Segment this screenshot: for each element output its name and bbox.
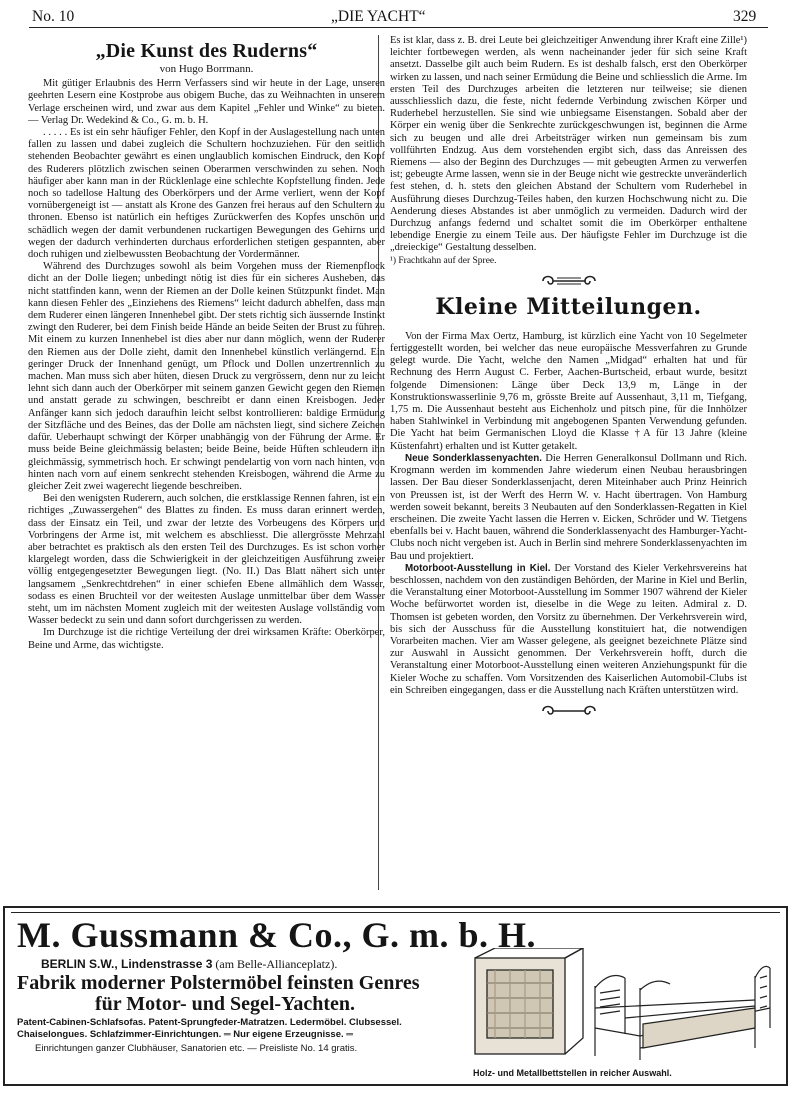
bed-frame-icon <box>595 966 770 1060</box>
ad-address <box>41 957 337 972</box>
header-rule <box>29 27 768 28</box>
ad-products-2: Chaiselongues. Schlafzimmer-Einrichtungen. ═ Nur eigene Erzeugnisse. ═ <box>17 1029 354 1040</box>
page-number: 329 <box>733 8 757 25</box>
ad-company-name: M. Gussmann & Co., G. m. b. H. <box>17 915 537 955</box>
news-item <box>390 453 747 563</box>
ornament-icon <box>539 273 599 289</box>
article-byline: von Hugo Borrmann. <box>159 63 254 75</box>
news-heading: Motorboot-Ausstellung in Kiel. <box>405 562 551 574</box>
ad-tagline: Fabrik moderner Polstermöbel feinsten Genres <box>17 972 420 994</box>
footnote: ¹) Frachtkahn auf der Spree. <box>390 255 497 266</box>
ad-tagline-2: für Motor- und Segel-Yachten. <box>95 993 355 1015</box>
right-column <box>390 35 747 725</box>
news-text: Der Vorstand des Kieler Verkehrsvereins hat beschlossen, nachdem von den zuständigen Behörden, der Marine in Kiel und Berlin, die Veranstaltung einer Motorboot-Ausstellung im Sommer 1907 während der Kieler Woche befürwortet worden ist, dieselbe in die Wege zu leiten. Admiral z. D. Thomsen ist gebeten worden, den Vorsitz zu übernehmen. Der Verkehrsverein wird, bis sich der Ausschuss für die Ausstellung konstituiert hat, die notwendigen Vorarbeiten machen. Vier am Wasser gelegene, als geeignet bezeichnete Plätze sind zur Auswahl in Aussicht genommen. Der Verkehrsverein hofft, durch die Veranstaltung einer Motorboot-Ausstellung einen weiteren Anziehungspunkt für die Kieler Woche zu schaffen. Vom Vorsitzenden des Kaiserlichen Automobil-Clubs ist ein Schreiben eingegangen, dass er die Ausstellung nach Kräften unterstützen wird. <box>390 562 747 696</box>
news-item <box>390 331 747 453</box>
ad-products: Patent-Cabinen-Schlafsofas. Patent-Sprungfeder-Matratzen. Ledermöbel. Clubsessel. <box>17 1017 402 1028</box>
article-left-column <box>28 35 385 652</box>
article-paragraph: Mit gütiger Erlaubnis des Herrn Verfassers sind wir heute in der Lage, unseren geehrten Lesern eine Kostprobe aus obigem Buche, das zu Weihnachten in unserem Verlage erscheinen wird, und zwar aus dem Kapitel „Fehler und Winke“ zu bieten. — Verlag Dr. Wedekind & Co., G. m. b. H. <box>28 78 385 126</box>
ad-note: Einrichtungen ganzer Clubhäuser, Sanatorien etc. — Preisliste No. 14 gratis. <box>35 1043 358 1054</box>
article-title: „Die Kunst des Ruderns“ <box>95 40 318 62</box>
journal-title: „DIE YACHT“ <box>331 8 426 25</box>
ad-rule <box>11 912 780 913</box>
ornament-icon <box>539 703 599 719</box>
article-paragraph: . . . . . Es ist ein sehr häufiger Fehler, den Kopf in der Auslagestellung nach unten fallen zu lassen und dabei zugleich die Schultern hochzuziehen. Für den seitlich stehenden Beobachter gewährt es einen unglaublich komischen Eindruck, den Kopf des Ruderers plötzlich zwischen seinen Oberarmen verschwinden zu sehen. Noch häufiger aber kann man in der Rücklenlage eine schlechte Kopfstellung finden. Jede noch so tadellose Haltung des Oberkörpers und der Arme verliert, wenn der Kopf vornübergeneigt ist — anstatt als Krone des Ganzen frei heraus auf den Schultern zu thronen. Ebenso ist natürlich ein heftiges Zurückwerfen des Kopfes unschön und schädlich wegen der damit verbundenen ruckartigen Bewegungen des Gehirns und wegen der dadurch verhinderten durchaus erforderlichen stetigen gespannten, aber doch ruhigen und zielbewussten Beobachtung der Vordermänner. <box>28 127 385 261</box>
article-paragraph: Während des Durchzuges sowohl als beim Vorgehen muss der Riemenpflock dicht an der Dolle liegen; unbedingt nötig ist dies für ein sicheres Ausheben, das nicht stattfinden kann, wenn der Riemen an der Dolle keinen Stützpunkt findet. Man kann diesen Fehler des „Einziehens des Riemens“ leicht dadurch abhelfen, dass man dem Ruderer einen längeren Innenhebel gibt. Der stets richtig sich äussernde Instinkt zwingt den Ruderer, bei dem Finish beide Hände an beide Seiten der Brust zu führen. Mit einem zu kurzen Innenhebel ist dies aber nur dann möglich, wenn der Ruderer den Riemen aus der Dolle zieht, damit den Innenhebel künstlich verlängernd. Ein geringer Druck der Innenhand genügt, um Pflock und Dollen unzertrennlich zu machen. Man muss sich aber hüten, diesen Druck zu vergrössern, denn nur zu leicht lehnt sich dann auch der Oberkörper mit seinem ganzen Gewicht gegen den Riemen und anstatt gerade zu schwingen, beschreibt er dann einen Kreisbogen. Jeder Anfänger kann sich jedoch daraufhin leicht selbst kontrollieren: baldige Ermüdung der Sitzfläche und des Beines, das der Dolle am nächsten liegt, sind sichere Zeichen dafür. Ueberhaupt schwingt der Körper unabhängig von der Führung der Arme. Er muss beide Beine gleichmässig belasten; beide Beine, beide Hüften schleudern ihn gleichmässig, symmetrisch hoch. Er schwingt pendelartig von vorn nach hinten, von hinten nach vorn auf einem senkrecht stehenden Kreisbogen, während die Arme zu gleicher Zeit zwei wagerecht liegende beschreiben. <box>28 261 385 492</box>
issue-number: No. 10 <box>32 8 75 25</box>
furniture-illustration <box>465 948 785 1066</box>
sofa-bed-icon <box>475 948 583 1054</box>
ad-address-street: BERLIN S.W., Lindenstrasse 3 <box>41 957 213 971</box>
ad-address-note: (am Belle-Allianceplatz). <box>212 957 338 971</box>
article-paragraph: Es ist klar, dass z. B. drei Leute bei gleichzeitiger Anwendung ihrer Kraft eine Zille¹) leichter fortbewegen werden, als wenn nacheinander jeder für sich seine Kraft ansetzt. Dasselbe gilt auch beim Rudern. Es ist deshalb falsch, erst den Oberkörper wirken zu lassen, und nach seiner Ermüdung die Beine und schliesslich die Arme. Im ersten Teil des Durchzuges arbeiten die letzteren nur teilweise; sie dienen ausschliesslich dazu, die feste, nicht federnde Verbindung zwischen Körper und Ruderhebel herzustellen. Sie sind wie unbiegsame Eisenstangen. Sobald aber der Körper ein wenig über die Senkrechte zurückgeschwungen ist, beginnen die Arme sich zu beugen und alle drei Arbeitsträger wirken nun gemeinsam bis zum vollführten Endzug. Aus dem vorstehenden ergibt sich, dass das Anreissen des Riemens — also der Beginn des Durchzuges — mit gebeugten Armen zu verwerfen ist; gebeugte Arme lassen, wenn sie in der Beuge nicht wie gestreckte unveränderlich fest stehen, d. h. stets den gleichen Abstand der Schultern vom Ruderhebel in Ausführung dieses Durchzug-Teiles haben, den kurzen Hochschwung nicht zu. Die Aenderung dieses Abstandes ist aber unmöglich zu vermeiden. Dadurch wird der Durchzug anfangs federnd und schaltet somit die im Oberkörper enthaltene lebendige Energie zu einem Teile aus. Der häufigste Fehler im Durchzuge ist die „dreieckige“ Gestaltung desselben. <box>390 35 747 254</box>
ad-caption: Holz- und Metallbettstellen in reicher Auswahl. <box>473 1068 672 1078</box>
article-paragraph: Im Durchzuge ist die richtige Verteilung der drei wirksamen Kräfte: Oberkörper, Beine und Arme, das wichtigste. <box>28 627 385 651</box>
news-heading: Neue Sonderklassenyachten. <box>405 452 542 464</box>
section-title: Kleine Mitteilungen. <box>435 293 702 320</box>
news-text: Von der Firma Max Oertz, Hamburg, ist kürzlich eine Yacht von 10 Segelmeter fertiggestellt worden, bei welcher das neue europäische Messverfahren zu Grunde gelegt wurde. Die Yacht, welche den Namen „Midgad“ erhalten hat und für Rechnung des Herrn August C. Ferber, Aachen-Burtscheid, erbaut wurde, besitzt folgende Dimensionen: Länge über Deck 13,9 m, Länge in der Konstruktionswasserlinie 9,76 m, grösste Breite auf Aussenhaut, 3,11 m, Tiefgang, 1,75 m. Die Aussenhaut besteht aus Eichenholz und pitsch pine, für die Innhölzer haben Stahlwinkel in Verbindung mit angebogenen Spanten Verwendung gefunden. Die Yacht hat beim Germanischen Lloyd die Klasse †A für 13 Jahre (kleine Küstenfahrt) erhalten und ist Kutter getakelt. <box>390 330 747 452</box>
page-header <box>29 6 765 28</box>
advertisement <box>3 906 788 1086</box>
news-item <box>390 563 747 697</box>
news-text: Die Herren Generalkonsul Dollmann und Rich. Krogmann werden im kommenden Jahre wiederum einen Neubau herausbringen lassen. Der Bau dieser Sonderklassenjacht, deren Miteinhaber auch Prinz Heinrich von Preussen ist, ist der Werft des Herrn W. v. Hacht übertragen. Von Hamburg werden soweit bekannt, bereits 3 Neubauten auf den Sonderklassen-Regatten in Kiel erscheinen. Die zweite Yacht lassen die Herren v. Eicken, Schröder und W. Tietgens ebenfalls bei v. Hacht bauen, während die Sonderklassenyacht des Hamburger-Yacht-Clubs noch nicht vergeben ist. Auch in Berlin sind mehrere Sonderklassenyachten im Bau und projektiert. <box>390 452 747 562</box>
article-paragraph: Bei den wenigsten Ruderern, auch solchen, die erstklassige Rennen fahren, ist ein richtiges „Zuwassergehen“ des Blattes zu finden. Es muss daran erinnert werden, dass der Einsatz ein Teil, und zwar der letzte des Vorbeugens des Körpers und Vorbringens der Arme ist, mit welchem es abschliesst. Die allergrösste Mehrzahl aber betrachtet es praktisch als den ersten Teil des Durchzuges. Es ist schon vorher klargelegt worden, dass die Schwierigkeit in der gleichzeitigen Ausführung zweier völlig entgegengesetzter Bewegungen liegt. (No. II.) Das Blatt nähert sich unter langsamem „Senkrechtdrehen“ in einer schiefen Ebene allmählich dem Wasser, sodass es einen Bruchteil vor der weitesten Auslage unmittelbar über dem Wasser steht, um im nächsten Moment zugleich mit der weitesten Auslage vollständig vom Wasser bedeckt zu sein und dann sofort durchgerissen zu werden. <box>28 493 385 627</box>
